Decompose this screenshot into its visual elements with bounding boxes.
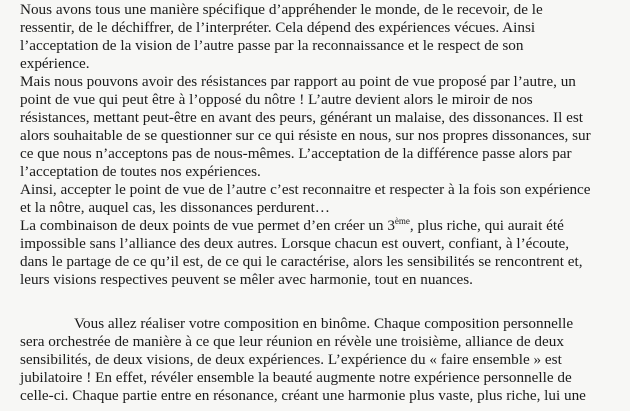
text-line: alors souhaitable de se questionner sur ce qui résiste en nous, sur nos propres dissonances, sur	[20, 127, 591, 144]
text-line: l’acceptation de toutes nos expériences.	[20, 163, 261, 180]
text-line: expérience.	[20, 55, 90, 72]
text-line-with-superscript	[20, 217, 564, 235]
text-line: impossible sans l’alliance des deux autres. Lorsque chacun est ouvert, confiant, à l’écoute,	[20, 235, 570, 252]
text-line: et la nôtre, auquel cas, les dissonances perdurent…	[20, 199, 330, 216]
text-line: Vous allez réaliser votre composition en binôme. Chaque composition personnelle	[74, 315, 574, 332]
text-line: Nous avons tous une manière spécifique d’appréhender le monde, de le recevoir, de le	[20, 1, 543, 18]
text-line: point de vue qui peut être à l’opposé du nôtre ! L’autre devient alors le miroir de nos	[20, 91, 533, 108]
text-segment: , plus riche, qui aurait été	[409, 217, 564, 234]
text-line: sensibilités, de deux visions, de deux expériences. L’expérience du « faire ensemble » est	[20, 351, 562, 368]
superscript-ordinal: ème	[394, 215, 410, 226]
text-segment: La combinaison de deux points de vue permet d’en créer un 3	[20, 217, 395, 234]
text-line: ressentir, de le déchiffrer, de l’interpréter. Cela dépend des expériences vécues. Ainsi	[20, 19, 536, 36]
text-line: sera orchestrée de manière à ce que leur réunion en révèle une troisième, alliance de deux	[20, 333, 564, 350]
text-line: résistances, mettant peut-être en avant des peurs, générant un malaise, des dissonances. Il est	[20, 109, 584, 126]
text-line: jubilatoire ! En effet, révéler ensemble la beauté augmente notre expérience personnelle de	[20, 369, 572, 386]
text-line: l’acceptation de la vision de l’autre passe par la reconnaissance et le respect de son	[20, 37, 524, 54]
text-line: Mais nous pouvons avoir des résistances par rapport au point de vue proposé par l’autre, un	[20, 73, 576, 90]
text-line: dans le partage de ce qu’il est, de ce qui le caractérise, alors les sensibilités se rencontrent et,	[20, 253, 583, 270]
text-line: Ainsi, accepter le point de vue de l’autre c’est reconnaitre et respecter à la fois son expérience	[20, 181, 591, 198]
text-line: celle-ci. Chaque partie entre en résonance, créant une harmonie plus vaste, plus riche, lui une	[20, 387, 586, 404]
text-line: leurs visions respectives peuvent se mêler avec harmonie, tout en nuances.	[20, 271, 473, 288]
text-line: ce que nous n’acceptons pas de nous-mêmes. L’acceptation de la différence passe alors par	[20, 145, 572, 162]
